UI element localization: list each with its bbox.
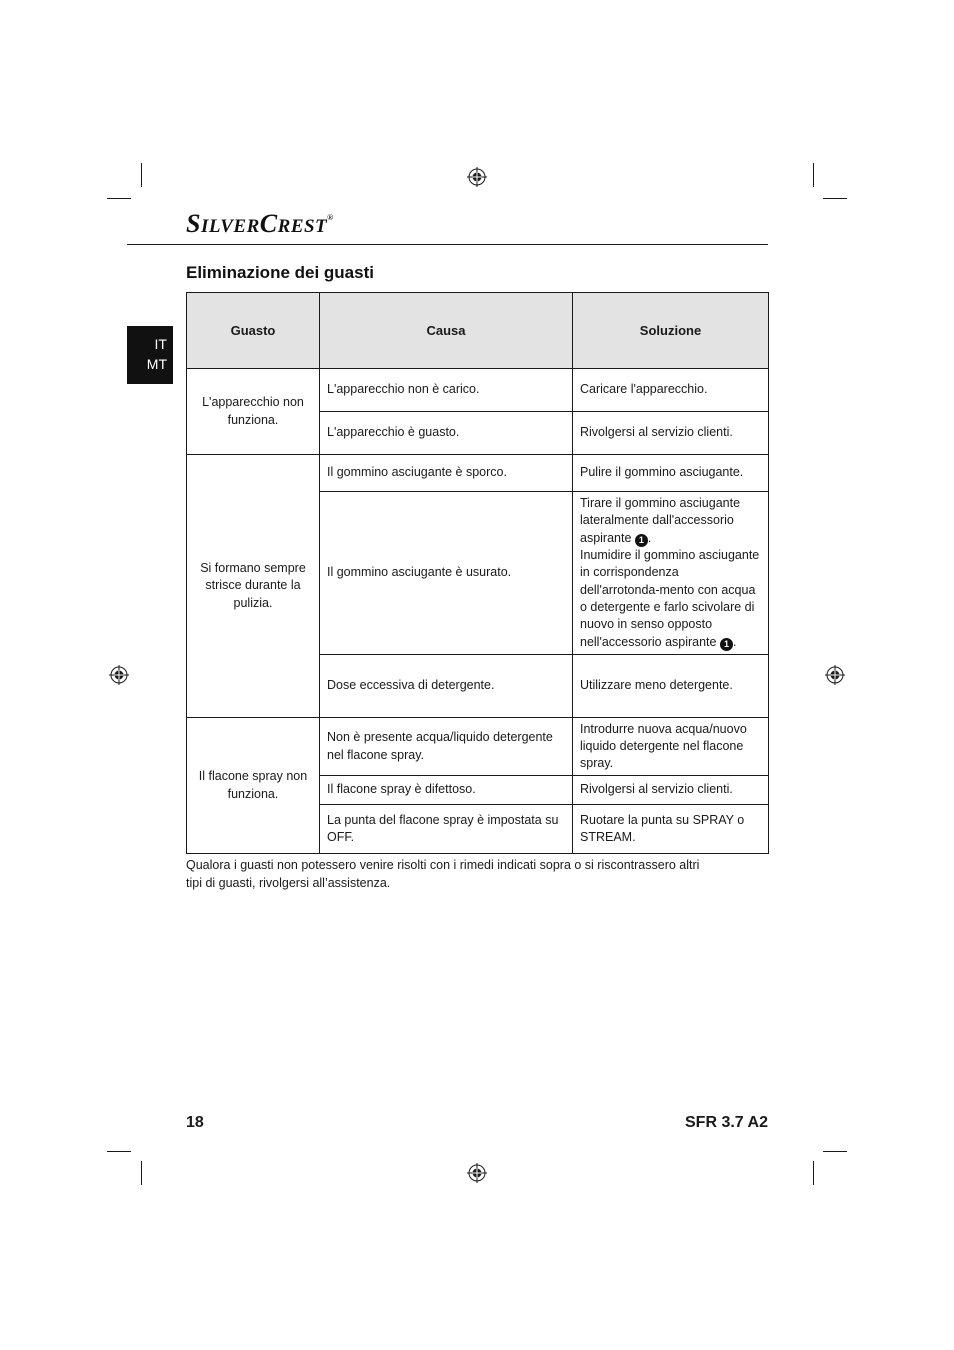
column-header-solution: Soluzione (573, 293, 769, 369)
crop-mark (141, 1161, 142, 1185)
cause-cell: Dose eccessiva di detergente. (320, 655, 573, 718)
registration-mark-icon (467, 167, 487, 187)
crop-mark (141, 163, 142, 187)
model-number: SFR 3.7 A2 (685, 1114, 768, 1131)
page-number: 18 (186, 1114, 204, 1131)
registration-mark-icon (109, 665, 129, 685)
column-header-cause: Causa (320, 293, 573, 369)
section-title: Eliminazione dei guasti (186, 263, 374, 282)
solution-cell: Rivolgersi al servizio clienti. (573, 412, 769, 455)
brand-logo: SILVERCREST® (186, 209, 334, 238)
fault-cell: Si formano sempre strisce durante la pulizia. (187, 455, 320, 718)
solution-cell: Rivolgersi al servizio clienti. (573, 776, 769, 805)
cause-cell: L'apparecchio è guasto. (320, 412, 573, 455)
column-header-fault: Guasto (187, 293, 320, 369)
registration-mark-icon (467, 1163, 487, 1183)
language-code-mt: MT (146, 356, 167, 372)
callout-number-icon: 1 (720, 638, 733, 651)
solution-cell: Tirare il gommino asciugante lateralmente dall'accessorio aspirante 1 . Inumidire il gommino asciugante in corrispondenza dell'arrotonda-mento con acqua o detergente e farlo scivolare di nuovo in senso opposto nell'accessorio aspirante 1 . (573, 492, 769, 655)
registration-mark-icon (825, 665, 845, 685)
troubleshooting-table (186, 292, 769, 854)
solution-cell: Caricare l'apparecchio. (573, 369, 769, 412)
language-code-it: IT (154, 336, 167, 352)
header-rule (127, 244, 768, 245)
fault-cell: Il flacone spray non funziona. (187, 718, 320, 854)
solution-text: Inumidire il gommino asciugante in corrispondenza dell'arrotonda-mento con acqua o detergente e farlo scivolare di nuovo in senso opposto nell'accessorio aspirante (580, 548, 760, 649)
footnote: Qualora i guasti non potessero venire risolti con i rimedi indicati sopra o si riscontrassero altri tipi di guasti, rivolgersi all’assistenza. (186, 858, 700, 890)
solution-cell: Utilizzare meno detergente. (573, 655, 769, 718)
crop-mark (823, 198, 847, 199)
table-row (187, 455, 769, 492)
solution-text: Tirare il gommino asciugante lateralmente dall'accessorio aspirante (580, 496, 741, 545)
cause-cell: Il flacone spray è difettoso. (320, 776, 573, 805)
cause-cell: Non è presente acqua/liquido detergente nel flacone spray. (320, 718, 573, 776)
language-tab (127, 326, 173, 384)
solution-cell: Introdurre nuova acqua/nuovo liquido detergente nel flacone spray. (573, 718, 769, 776)
callout-number-icon: 1 (635, 534, 648, 547)
solution-cell: Pulire il gommino asciugante. (573, 455, 769, 492)
crop-mark (813, 1161, 814, 1185)
solution-cell: Ruotare la punta su SPRAY o STREAM. (573, 805, 769, 854)
crop-mark (107, 198, 131, 199)
fault-cell: L'apparecchio non funziona. (187, 369, 320, 455)
crop-mark (813, 163, 814, 187)
crop-mark (107, 1151, 131, 1152)
cause-cell: L'apparecchio non è carico. (320, 369, 573, 412)
cause-cell: Il gommino asciugante è sporco. (320, 455, 573, 492)
cause-cell: Il gommino asciugante è usurato. (320, 492, 573, 655)
crop-mark (823, 1151, 847, 1152)
table-header-row (187, 293, 769, 369)
table-row (187, 718, 769, 776)
table-row (187, 369, 769, 412)
cause-cell: La punta del flacone spray è impostata su OFF. (320, 805, 573, 854)
